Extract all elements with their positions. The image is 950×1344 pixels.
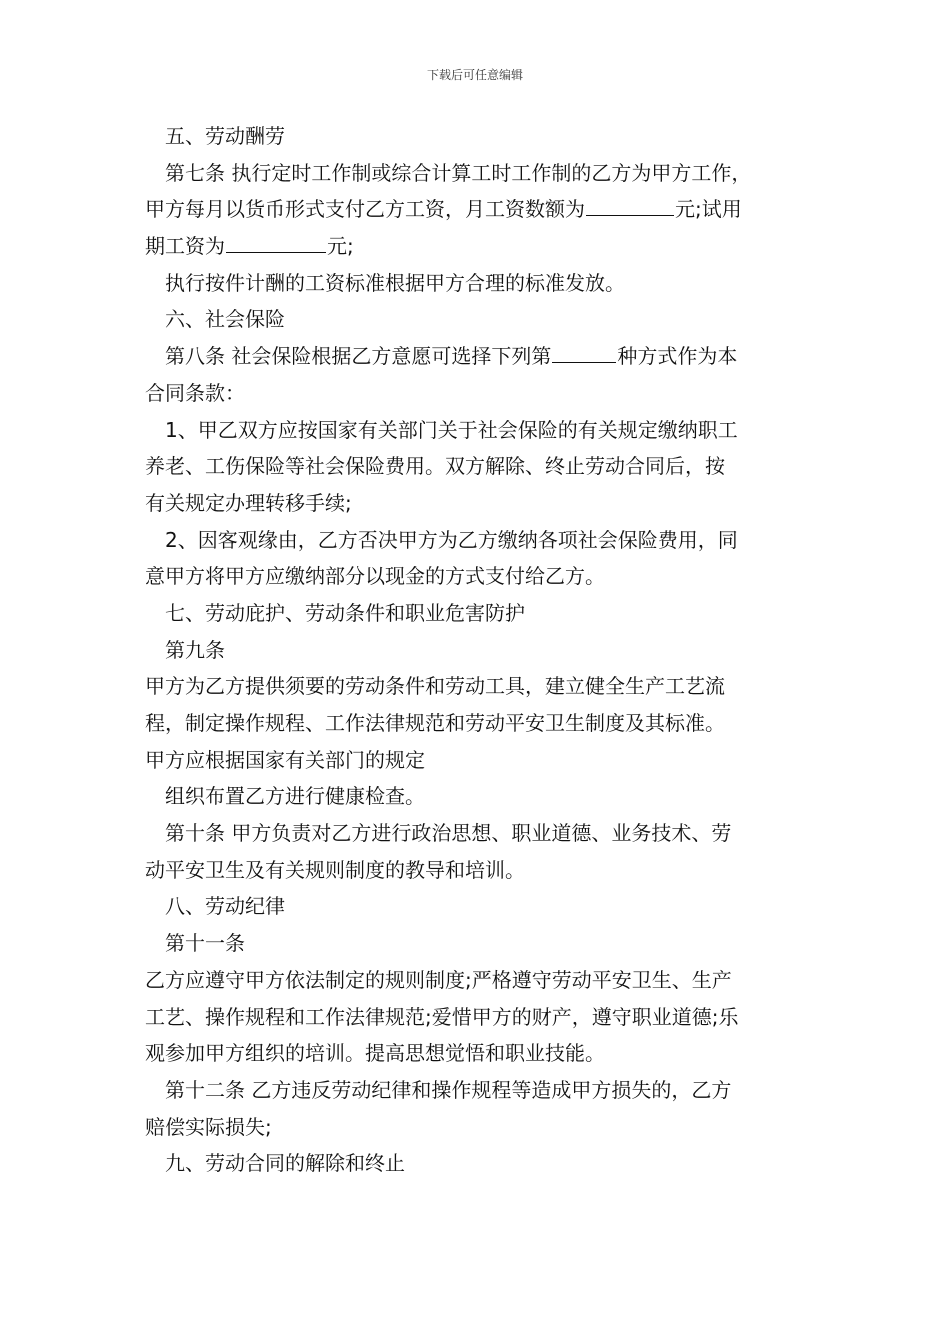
article-11-line-2: 工艺、操作规程和工作法律规范;爱惜甲方的财产，遵守职业道德;乐: [145, 1004, 739, 1029]
article-8-line-1: [145, 338, 810, 375]
section-title-8: 八、劳动纪律: [165, 894, 285, 919]
probation-wage-blank[interactable]: [226, 232, 326, 253]
article-7-line-2: [145, 191, 810, 228]
article-12-line-2: 赔偿实际损失;: [145, 1114, 272, 1139]
insurance-option-blank[interactable]: [552, 342, 616, 363]
section-title-6: 六、社会保险: [165, 307, 285, 332]
section-title-7: 七、劳动庇护、劳动条件和职业危害防护: [165, 600, 525, 625]
article-10-line-1: 第十条 甲方负责对乙方进行政治思想、职业道德、业务技术、劳: [165, 821, 732, 846]
article-9-line-4: 组织布置乙方进行健康检查。: [165, 784, 425, 809]
piece-rate-paragraph: 执行按件计酬的工资标准根据甲方合理的标准发放。: [165, 270, 625, 295]
article-8-text: 种方式作为本: [617, 344, 738, 369]
section-title-9: 九、劳动合同的解除和终止: [165, 1151, 405, 1176]
article-7-line-3: [145, 228, 810, 265]
article-7-text: 元;: [327, 234, 354, 259]
article-7-text: 元;试用: [675, 197, 742, 222]
item-2-line-2: 意甲方将甲方应缴纳部分以现金的方式支付给乙方。: [145, 564, 605, 589]
article-9-title: 第九条: [165, 637, 225, 662]
item-1-line-2: 养老、工伤保险等社会保险费用。双方解除、终止劳动合同后，按: [145, 454, 725, 479]
monthly-wage-blank[interactable]: [586, 195, 674, 216]
article-9-line-3: 甲方应根据国家有关部门的规定: [145, 747, 425, 772]
article-12-line-1: 第十二条 乙方违反劳动纪律和操作规程等造成甲方损失的，乙方: [165, 1077, 732, 1102]
article-8-line-2: 合同条款：: [145, 380, 245, 405]
item-1-line-1: 1、甲乙双方应按国家有关部门关于社会保险的有关规定缴纳职工: [165, 417, 738, 442]
article-11-title: 第十一条: [165, 931, 245, 956]
article-7-text: 期工资为: [145, 234, 225, 259]
item-1-line-3: 有关规定办理转移手续;: [145, 490, 352, 515]
page-header: 下载后可任意编辑: [426, 68, 523, 82]
document-body: [145, 118, 810, 1182]
article-11-line-1: 乙方应遵守甲方依法制定的规则制度;严格遵守劳动平安卫生、生产: [145, 967, 732, 992]
article-9-line-2: 程，制定操作规程、工作法律规范和劳动平安卫生制度及其标准。: [145, 711, 725, 735]
article-11-line-3: 观参加甲方组织的培训。提高思想觉悟和职业技能。: [145, 1041, 605, 1066]
article-10-line-2: 动平安卫生及有关规则制度的教导和培训。: [145, 857, 525, 882]
article-9-line-1: 甲方为乙方提供须要的劳动条件和劳动工具，建立健全生产工艺流: [145, 674, 725, 699]
article-7-text: 甲方每月以货币形式支付乙方工资，月工资数额为: [145, 197, 585, 222]
section-title-5: 五、劳动酬劳: [165, 124, 285, 148]
article-8-text: 第八条 社会保险根据乙方意愿可选择下列第: [165, 344, 552, 369]
item-2-line-1: 2、因客观缘由，乙方否决甲方为乙方缴纳各项社会保险费用，同: [165, 527, 738, 552]
article-7-line-1: 第七条 执行定时工作制或综合计算工时工作制的乙方为甲方工作，: [165, 160, 752, 185]
